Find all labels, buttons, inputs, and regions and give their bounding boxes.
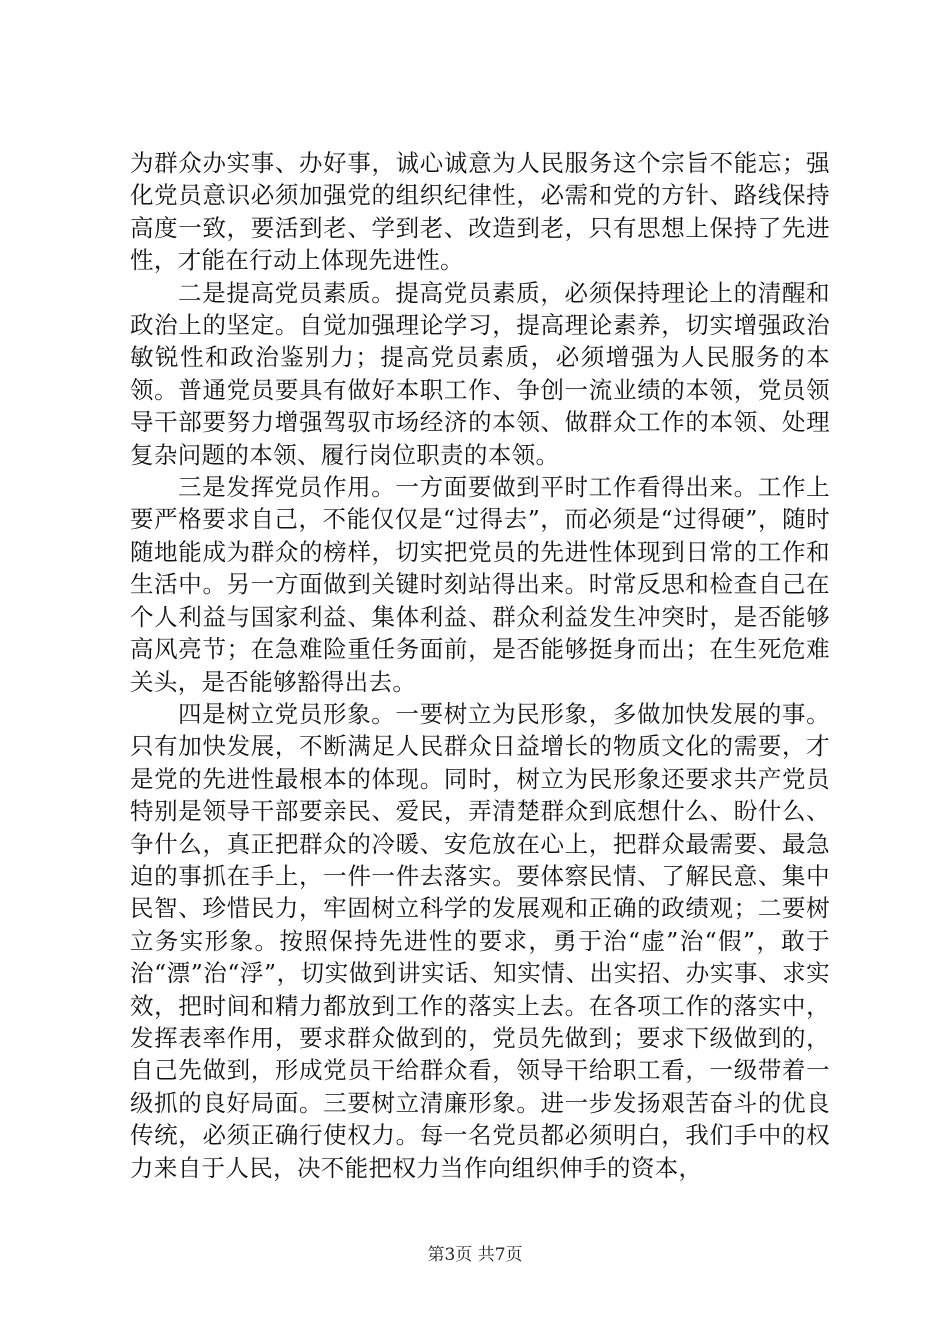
paragraph-establish-image: 四是树立党员形象。一要树立为民形象，多做加快发展的事。只有加快发展，不断满足人民群众日益增长的物质文化的需要，才是党的先进性最根本的体现。同时，树立为民形象还要求共产党员特别是领导干部要亲民、爱民，弄清楚群众到底想什么、盼什么、争什么，真正把群众的冷暖、安危放在心上，把群众最需要、最急迫的事抓在手上，一件一件去落实。要体察民情、了解民意、集中民智、珍惜民力，牢固树立科学的发展观和正确的政绩观；二要树立务实形象。按照保持先进性的要求，勇于治“虚”治“假”，敢于治“漂”治“浮”，切实做到讲实话、知实情、出实招、办实事、求实效，把时间和精力都放到工作的落实上去。在各项工作的落实中，发挥表率作用，要求群众做到的，党员先做到；要求下级做到的，自己先做到，形成党员干给群众看，领导干给职工看，一级带着一级抓的良好局面。三要树立清廉形象。进一步发扬艰苦奋斗的优良传统，必须正确行使权力。每一名党员都必须明白，我们手中的权力来自于人民，决不能把权力当作向组织伸手的资本， (130, 699, 830, 1182)
paragraph-play-role: 三是发挥党员作用。一方面要做到平时工作看得出来。工作上要严格要求自己，不能仅仅是“过得去”，而必须是“过得硬”，随时随地能成为群众的榜样，切实把党员的先进性体现到日常的工作和生活中。另一方面做到关键时刻站得出来。时常反思和检查自己在个人利益与国家利益、集体利益、群众利益发生冲突时，是否能够高风亮节；在急难险重任务面前，是否能够挺身而出；在生死危难关头，是否能够豁得出去。 (130, 473, 830, 696)
paragraph-continuation: 为群众办实事、办好事，诚心诚意为人民服务这个宗旨不能忘；强化党员意识必须加强党的组织纪律性，必需和党的方针、路线保持高度一致，要活到老、学到老、改造到老，只有思想上保持了先进性，才能在行动上体现先进性。 (130, 149, 830, 275)
document-body (130, 147, 830, 1184)
page-number-footer: 第3页 共7页 (427, 1245, 523, 1265)
paragraph-improve-quality: 二是提高党员素质。提高党员素质，必须保持理论上的清醒和政治上的坚定。自觉加强理论学习，提高理论素养，切实增强政治敏锐性和政治鉴别力；提高党员素质，必须增强为人民服务的本领。普通党员要具有做好本职工作、争创一流业绩的本领，党员领导干部要努力增强驾驭市场经济的本领、做群众工作的本领、处理复杂问题的本领、履行岗位职责的本领。 (130, 278, 830, 469)
